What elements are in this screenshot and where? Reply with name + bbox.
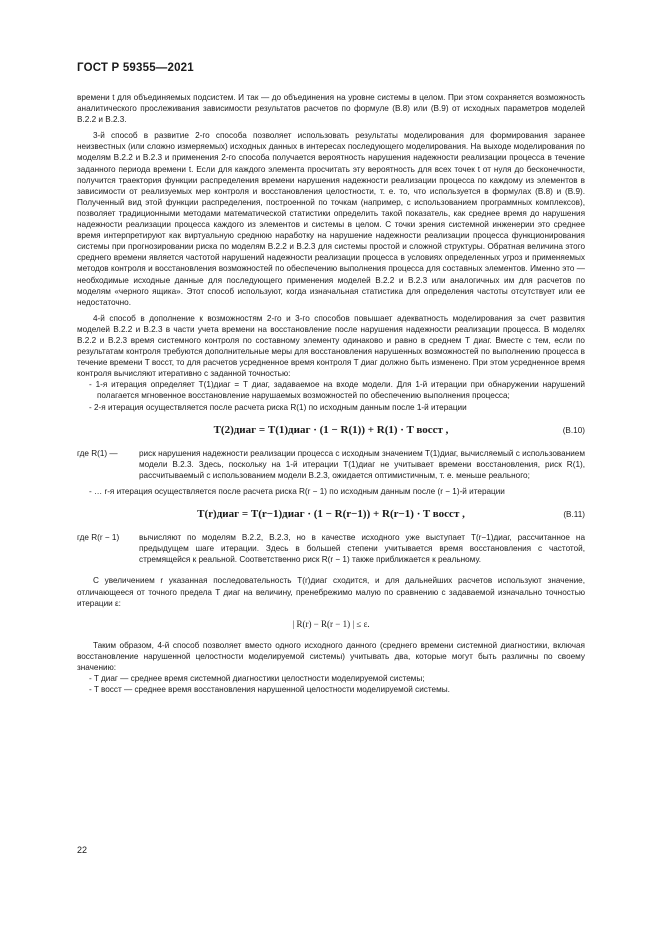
paragraph-method-3: 3-й способ в развитие 2-го способа позволяет использовать результаты моделирования для формирования заранее неизвестных (или сложно измеряемых) исходных данных в интересах последующего моделирования. На выходе моделирования по моделям В.2.2 и В.2.3 и применения 2-го способа получается вероятность нарушения надежности реализации процесса в течение заданного периода времени t. Если для каждого элемента просчитать эту вероятность для всех точек t от нуля до бесконечности, получится траектория функции распределения времени нарушения надежности реализации процесса по каждому из элементов в зависимости от реализуемых мер контроля и восстановления целостности, т. е. то, что используется в формулах (В.8) и (В.9). Полученный вид этой функции распределения, построенной по точкам (например, с использованием программных комплексов), позволяет традиционными методами математической статистики определить такой показатель, как среднее время до нарушения надежности реализации процесса каждого из элементов и системы в целом. С точки зрения системной инженерии это среднее время интерпретируют как виртуальную среднюю наработку на нарушение надежности реализации процесса функционирования системы при прогнозировании риска по моделям В.2.2 и В.2.3 для системы простой и сложной структуры. Обратная величина этого среднего времени является частотой нарушений надежности реализации процесса в условиях определенных угроз и применяемых методов контроля и восстановления возможностей по обеспечению выполнения процесса для составных элементов. Именно это — необходимые исходные данные для последующего применения моделей В.2.2 и В.2.3 или аналогичных им для расчетов по моделям «черного ящика». Этот способ используют, когда изначальная статистика для определения частоты отсутствует или ее недостаточно.: [77, 131, 585, 307]
paragraph-method-4: 4-й способ в дополнение к возможностям 2-го и 3-го способов повышает адекватность моделирования за счет развития моделей В.2.2 и В.2.3 в части учета времени на восстановление после нарушения надежности реализации процесса. В моделях В.2.2 и В.2.3 время системного контроля по составному элементу одинаково и равно в среднем T диаг. Вместе с тем, если по результатам контроля требуются дополнительные меры для восстановления нарушенных возможностей по выполнению процесса в течение времени T восст, то для расчетов усредненное время контроля T диаг должно быть изменено. При этом усредненное время контроля вычисляют итеративно с заданной точностью:: [77, 313, 585, 379]
list-item-t-vosst: - T восст — среднее время восстановления нарушенной целостности моделируемой системы.: [89, 685, 450, 695]
formula-b11-expression: T(r)диаг = T(r−1)диаг · (1 − R(r−1)) + R(r−1) · T восст ,: [197, 508, 465, 521]
where-clause-2: [77, 532, 585, 565]
where-text-2: вычисляют по моделям В.2.2, В.2.3, но в качестве исходного уже выступает T(r−1)диаг, рассчитанное на предыдущем шаге итерации. Здесь в большей степени учитывается время восстановления с частотой, стремящейся к реальной. Соответственно риск R(r − 1) также приближается к реальному.: [139, 533, 585, 565]
formula-b10-expression: T(2)диаг = T(1)диаг · (1 − R(1)) + R(1) · T восст ,: [213, 423, 449, 436]
formula-b11-number: (В.11): [563, 510, 585, 520]
formula-b11: [77, 509, 585, 520]
paragraph-convergence: С увеличением r указанная последовательность T(r)диаг сходится, и для дальнейших расчетов используют значение, отличающееся от точного предела T диаг на величину, пренебрежимо малую по сравнению с задаваемой изначально точностью итерации ε:: [77, 576, 585, 608]
where-text-1: риск нарушения надежности реализации процесса с исходным значением T(1)диаг, вычисляемый с использованием модели В.2.3. Здесь, поскольку на 1-й итерации T(1)диаг не учитывает времени восстановления, риск R(1), рассчитываемый с использованием модели В.2.3, ожидается оптимистичным, т. е. меньше реального;: [139, 448, 585, 480]
page-number: 22: [77, 845, 88, 855]
list-item-t-diag: - T диаг — среднее время системной диагностики целостности моделируемой системы;: [89, 674, 425, 684]
page-body: [77, 92, 585, 695]
list-item-iteration-1: - 1-я итерация определяет T(1)диаг = T диаг, задаваемое на входе модели. Для 1-й итерации при обнаружении нарушений полагается мгновенное восстановление нарушаемых возможностей по обеспечению выполнения процесса;: [89, 380, 585, 401]
where-clause-1: [77, 448, 585, 481]
formula-epsilon-expression: | R(r) − R(r − 1) | ≤ ε.: [292, 618, 370, 629]
where-label-1: где R(1) —: [77, 448, 118, 458]
where-label-2: где R(r − 1): [77, 533, 120, 543]
paragraph-conclusion: Таким образом, 4-й способ позволяет вместо одного исходного данного (среднего времени системной диагностики, включая восстановление нарушенной целостности моделируемой системы) учитывать два, которые могут быть различны по своему значению:: [77, 640, 585, 673]
paragraph-1: времени t для объединяемых подсистем. И так — до объединения на уровне системы в целом. При этом сохраняется возможность аналитического прослеживания зависимости результатов расчетов по формуле (В.8) или (В.9) от исходных параметров моделей В.2.2 и В.2.3.: [77, 93, 585, 125]
formula-b10-number: (В.10): [562, 425, 585, 435]
document-header: ГОСТ Р 59355—2021: [77, 62, 194, 74]
formula-epsilon: [77, 619, 585, 630]
list-item-iteration-2: - 2-я итерация осуществляется после расчета риска R(1) по исходным данным после 1-й итерации: [89, 402, 467, 412]
formula-b10: [77, 425, 585, 436]
list-item-iteration-r: - … r-я итерация осуществляется после расчета риска R(r − 1) по исходным данным после (r − 1)-й итерации: [89, 487, 505, 496]
